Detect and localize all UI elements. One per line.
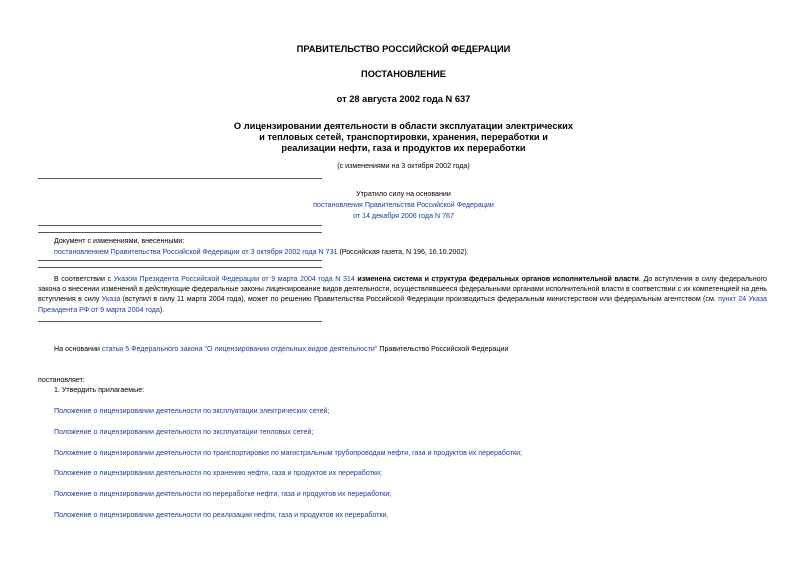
decree-verb: постановляет:	[38, 376, 85, 384]
basis-prefix: На основании	[54, 345, 102, 353]
decree-item-24-link[interactable]: пункт 24 Указа Президента РФ от 9 марта 2004 года	[38, 295, 767, 314]
note-text-1: В соответствии с	[54, 275, 114, 283]
separator-2	[38, 225, 322, 226]
regulation-link-storage[interactable]: Положение о лицензировании деятельности по хранению нефти, газа и продуктов их переработки;	[54, 469, 382, 477]
basis-suffix: Правительство Российской Федерации	[377, 345, 509, 353]
repeal-line-1: Утратило силу на основании	[356, 190, 451, 198]
decree-314-link[interactable]: Указом Президента Российской Федерации от 9 марта 2004 года N 314	[113, 275, 355, 283]
changes-source: (Российская газета, N 196, 16.10.2002).	[337, 248, 469, 256]
changes-label: Документ с изменениями, внесенными:	[54, 237, 185, 245]
separator-5	[38, 267, 322, 268]
separator-3	[38, 232, 322, 233]
decree-item-1: 1. Утвердить прилагаемые:	[54, 386, 145, 394]
document-title-line-1: О лицензировании деятельности в области эксплуатации электрических	[233, 121, 574, 131]
changes-decree-link[interactable]: постановлением Правительства Российской Федерации от 3 октября 2002 года N 731	[54, 248, 338, 256]
amendments-note: (с изменениями на 3 октября 2002 года)	[337, 162, 470, 170]
regulation-link-processing[interactable]: Положение о лицензировании деятельности по переработке нефти, газа и продуктов их переработки;	[54, 490, 392, 498]
document-title-line-3: реализации нефти, газа и продуктов их переработки	[281, 143, 526, 153]
regulation-link-sales[interactable]: Положение о лицензировании деятельности по реализации нефти, газа и продуктов их переработки.	[54, 511, 389, 519]
changes-line	[54, 247, 469, 258]
decree-link[interactable]: Указа	[101, 295, 121, 304]
repeal-decree-link[interactable]: постановления Правительства Российской Федерации	[313, 201, 494, 209]
document-type: ПОСТАНОВЛЕНИЕ	[361, 69, 446, 79]
restructuring-note	[38, 274, 767, 315]
law-article-5-link[interactable]: статьи 5 Федерального закона "О лицензировании отдельных видов деятельности"	[101, 345, 378, 353]
legal-basis	[54, 344, 508, 355]
separator-4	[38, 260, 322, 261]
regulation-link-pipeline-transport[interactable]: Положение о лицензировании деятельности по транспортировке по магистральным трубопроводам нефти, газа и продуктов их переработки;	[54, 449, 522, 457]
document-date-number: от 28 августа 2002 года N 637	[336, 94, 471, 104]
note-text-3: (вступил в силу 11 марта 2004 года), может по решению Правительства Российской Федерации производиться федеральным министерством или федеральным агентством (см.	[120, 295, 719, 304]
repeal-decree-date-link[interactable]: от 14 декабря 2006 года N 767	[353, 212, 454, 220]
separator-6	[38, 321, 322, 322]
regulation-link-electric-networks[interactable]: Положение о лицензировании деятельности по эксплуатации электрических сетей;	[54, 407, 330, 415]
government-heading: ПРАВИТЕЛЬСТВО РОССИЙСКОЙ ФЕДЕРАЦИИ	[296, 44, 511, 54]
separator-1	[38, 178, 322, 179]
note-bold-text: изменена система и структура федеральных органов исполнительной власти	[354, 275, 639, 283]
regulation-link-heat-networks[interactable]: Положение о лицензировании деятельности по эксплуатации тепловых сетей;	[54, 428, 314, 436]
document-title-line-2: и тепловых сетей, транспортировки, хранения, переработки и	[259, 132, 548, 142]
note-text-4: ).	[159, 305, 165, 314]
note-text-2: . До вступления в силу федерального закона о внесении изменений в действующие федеральные законы лицензирование видов деятельности, осуществлявшееся федеральными органами исполнительной власти в соответствии с их компетенцией на день вступления в силу	[38, 275, 767, 304]
